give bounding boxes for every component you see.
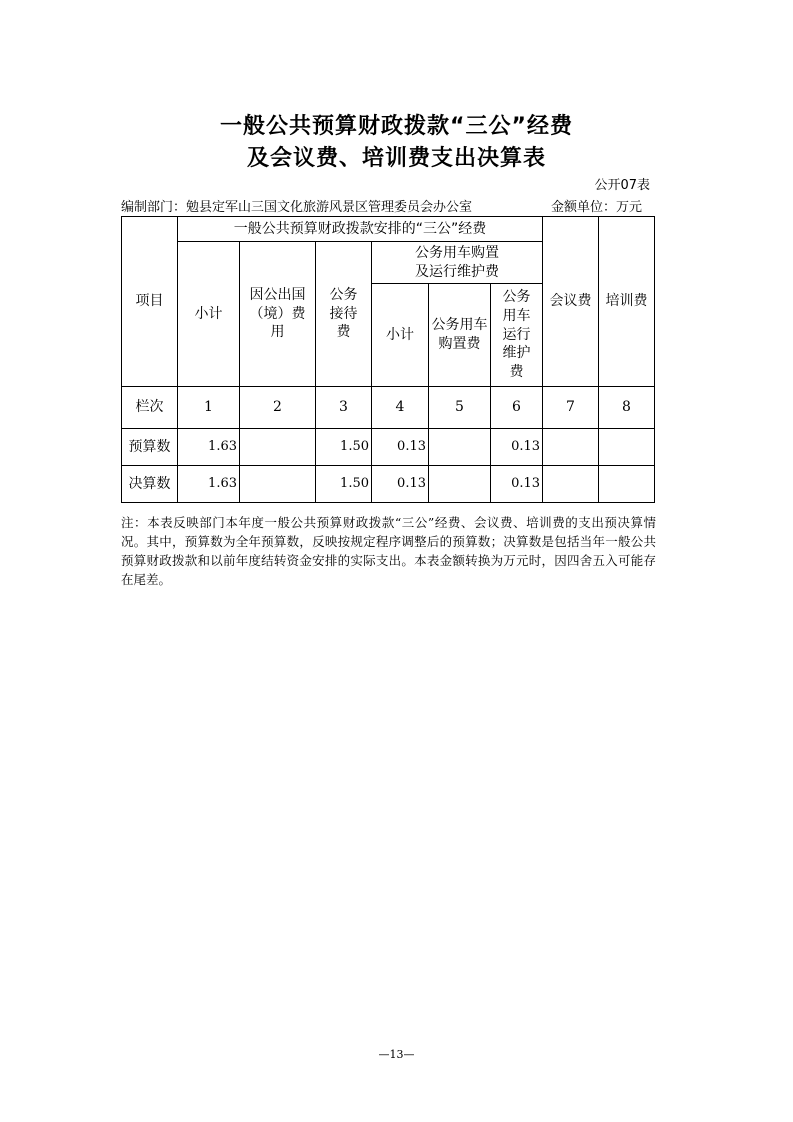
table-cell: 1.63 [178,429,240,466]
title-line-1: 一般公共预算财政拨款“三公”经费 [220,114,573,139]
table-cell [429,466,491,503]
table-cell: 0.13 [372,466,429,503]
table-cell: 3 [316,387,372,429]
table-cell [543,466,599,503]
table-cell: 0.13 [372,429,429,466]
expense-table [121,216,655,503]
header-subtotal: 小计 [178,242,240,387]
unit-label: 金额单位：万元 [550,200,642,215]
header-vehicle-group: 公务用车购置及运行维护费 [372,242,543,284]
table-cell [240,429,316,466]
table-cell: 7 [543,387,599,429]
header-group: 一般公共预算财政拨款安排的“三公”经费 [178,217,543,242]
header-meeting: 会议费 [543,217,599,387]
header-abroad: 因公出国（境）费用 [240,242,316,387]
title-line-2: 及会议费、培训费支出决算表 [246,146,546,171]
header-training: 培训费 [599,217,655,387]
table-cell [543,429,599,466]
table-cell: 1.50 [316,466,372,503]
table-cell: 6 [491,387,543,429]
table-row [122,429,655,466]
table-cell [240,466,316,503]
row-label: 决算数 [122,466,178,503]
page-number: —13— [378,1048,415,1061]
form-code: 公开07表 [594,178,650,193]
table-cell: 1.63 [178,466,240,503]
table-cell [599,429,655,466]
table-cell [599,466,655,503]
header-item: 项目 [122,217,178,387]
header-vehicle-subtotal: 小计 [372,284,429,387]
table-cell: 1.50 [316,429,372,466]
table-cell: 0.13 [491,429,543,466]
table-row [122,387,655,429]
department-label: 编制部门：勉县定军山三国文化旅游风景区管理委员会办公室 [121,200,473,215]
table-cell: 0.13 [491,466,543,503]
header-reception: 公务接待费 [316,242,372,387]
row-label: 栏次 [122,387,178,429]
footnote: 注：本表反映部门本年度一般公共预算财政拨款“三公”经费、会议费、培训费的支出预决算情况。其中，预算数为全年预算数，反映按规定程序调整后的预算数；决算数是包括当年一般公共预算财政拨款和以前年度结转资金安排的实际支出。本表金额转换为万元时，因四舍五入可能存在尾差。 [121,515,656,587]
table-row [122,466,655,503]
table-cell: 2 [240,387,316,429]
row-label: 预算数 [122,429,178,466]
table-cell: 8 [599,387,655,429]
header-vehicle-purchase: 公务用车购置费 [429,284,491,387]
table-cell: 5 [429,387,491,429]
meta-row [121,196,654,214]
table-cell: 1 [178,387,240,429]
table-cell [429,429,491,466]
header-vehicle-operation: 公务用车运行维护费 [491,284,543,387]
table-cell: 4 [372,387,429,429]
